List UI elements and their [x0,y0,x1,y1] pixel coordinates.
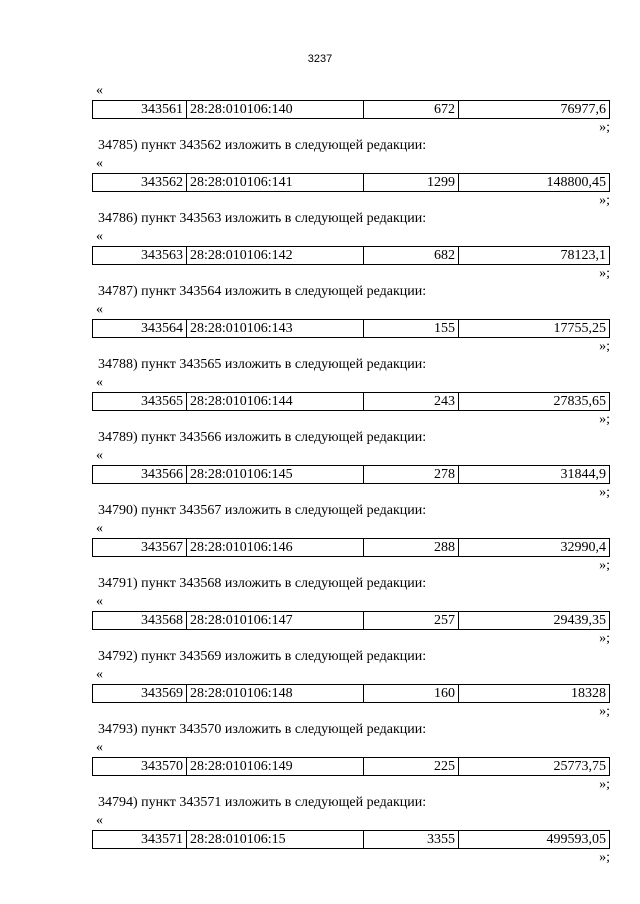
closing-quote: »; [599,339,610,354]
table-row [93,393,610,411]
amendment-instruction: 34785) пункт 343562 изложить в следующей редакции: [98,138,427,153]
item-number-cell: 343565 [93,393,187,411]
record-table [92,757,610,776]
cadastral-number-cell: 28:28:010106:144 [187,393,364,411]
item-number-cell: 343567 [93,539,187,557]
area-cell: 243 [364,393,459,411]
cadastral-number-cell: 28:28:010106:147 [187,612,364,630]
cadastral-number-cell: 28:28:010106:143 [187,320,364,338]
amendment-instruction: 34787) пункт 343564 изложить в следующей редакции: [98,284,427,299]
value-cell: 18328 [459,685,610,703]
opening-quote: « [96,813,103,828]
cadastral-number-cell: 28:28:010106:145 [187,466,364,484]
amendment-block [0,210,640,282]
opening-quote: « [96,740,103,755]
closing-quote: »; [599,120,610,135]
cadastral-number-cell: 28:28:010106:146 [187,539,364,557]
value-cell: 76977,6 [459,101,610,119]
amendment-block [0,648,640,720]
item-number-cell: 343568 [93,612,187,630]
cadastral-number-cell: 28:28:010106:141 [187,174,364,192]
amendment-block [0,721,640,793]
value-cell: 499593,05 [459,831,610,849]
table-row [93,612,610,630]
opening-quote: « [96,302,103,317]
record-table [92,392,610,411]
amendment-instruction: 34793) пункт 343570 изложить в следующей редакции: [98,722,427,737]
record-table [92,538,610,557]
amendment-block [0,137,640,209]
cadastral-number-cell: 28:28:010106:15 [187,831,364,849]
area-cell: 3355 [364,831,459,849]
area-cell: 288 [364,539,459,557]
value-cell: 78123,1 [459,247,610,265]
amendment-instruction: 34791) пункт 343568 изложить в следующей редакции: [98,576,427,591]
area-cell: 225 [364,758,459,776]
amendment-instruction: 34790) пункт 343567 изложить в следующей редакции: [98,503,427,518]
table-row [93,758,610,776]
record-table [92,465,610,484]
item-number-cell: 343563 [93,247,187,265]
item-number-cell: 343564 [93,320,187,338]
value-cell: 32990,4 [459,539,610,557]
value-cell: 29439,35 [459,612,610,630]
amendment-instruction: 34792) пункт 343569 изложить в следующей редакции: [98,649,427,664]
table-row [93,685,610,703]
table-row [93,831,610,849]
cadastral-number-cell: 28:28:010106:149 [187,758,364,776]
opening-quote: « [96,83,103,98]
amendment-instruction: 34789) пункт 343566 изложить в следующей редакции: [98,430,427,445]
amendment-instruction: 34786) пункт 343563 изложить в следующей редакции: [98,211,427,226]
record-table [92,830,610,849]
record-table [92,611,610,630]
table-row [93,539,610,557]
amendment-instruction: 34794) пункт 343571 изложить в следующей редакции: [98,795,427,810]
closing-quote: »; [599,777,610,792]
cadastral-number-cell: 28:28:010106:148 [187,685,364,703]
amendment-block [0,283,640,355]
area-cell: 1299 [364,174,459,192]
area-cell: 257 [364,612,459,630]
item-number-cell: 343571 [93,831,187,849]
value-cell: 27835,65 [459,393,610,411]
closing-quote: »; [599,558,610,573]
table-row [93,466,610,484]
document-body [0,82,640,866]
record-table [92,173,610,192]
area-cell: 278 [364,466,459,484]
table-row [93,101,610,119]
item-number-cell: 343566 [93,466,187,484]
area-cell: 672 [364,101,459,119]
value-cell: 148800,45 [459,174,610,192]
amendment-block [0,356,640,428]
area-cell: 682 [364,247,459,265]
item-number-cell: 343569 [93,685,187,703]
cadastral-number-cell: 28:28:010106:142 [187,247,364,265]
opening-quote: « [96,375,103,390]
table-row [93,247,610,265]
value-cell: 25773,75 [459,758,610,776]
page-number: 3237 [307,53,333,65]
closing-quote: »; [599,485,610,500]
value-cell: 17755,25 [459,320,610,338]
amendment-block [0,575,640,647]
opening-quote: « [96,521,103,536]
opening-quote: « [96,448,103,463]
opening-quote: « [96,667,103,682]
amendment-block [0,502,640,574]
area-cell: 155 [364,320,459,338]
amendment-block [0,429,640,501]
opening-quote: « [96,594,103,609]
table-row [93,320,610,338]
value-cell: 31844,9 [459,466,610,484]
closing-quote: »; [599,631,610,646]
record-table [92,246,610,265]
item-number-cell: 343562 [93,174,187,192]
opening-quote: « [96,229,103,244]
record-table [92,684,610,703]
opening-quote: « [96,156,103,171]
closing-quote: »; [599,266,610,281]
amendment-block [0,794,640,866]
closing-quote: »; [599,850,610,865]
closing-quote: »; [599,704,610,719]
record-table [92,319,610,338]
item-number-cell: 343561 [93,101,187,119]
item-number-cell: 343570 [93,758,187,776]
area-cell: 160 [364,685,459,703]
closing-quote: »; [599,412,610,427]
table-row [93,174,610,192]
closing-quote: »; [599,193,610,208]
cadastral-number-cell: 28:28:010106:140 [187,101,364,119]
record-table [92,100,610,119]
amendment-instruction: 34788) пункт 343565 изложить в следующей редакции: [98,357,427,372]
amendment-block [0,82,640,136]
